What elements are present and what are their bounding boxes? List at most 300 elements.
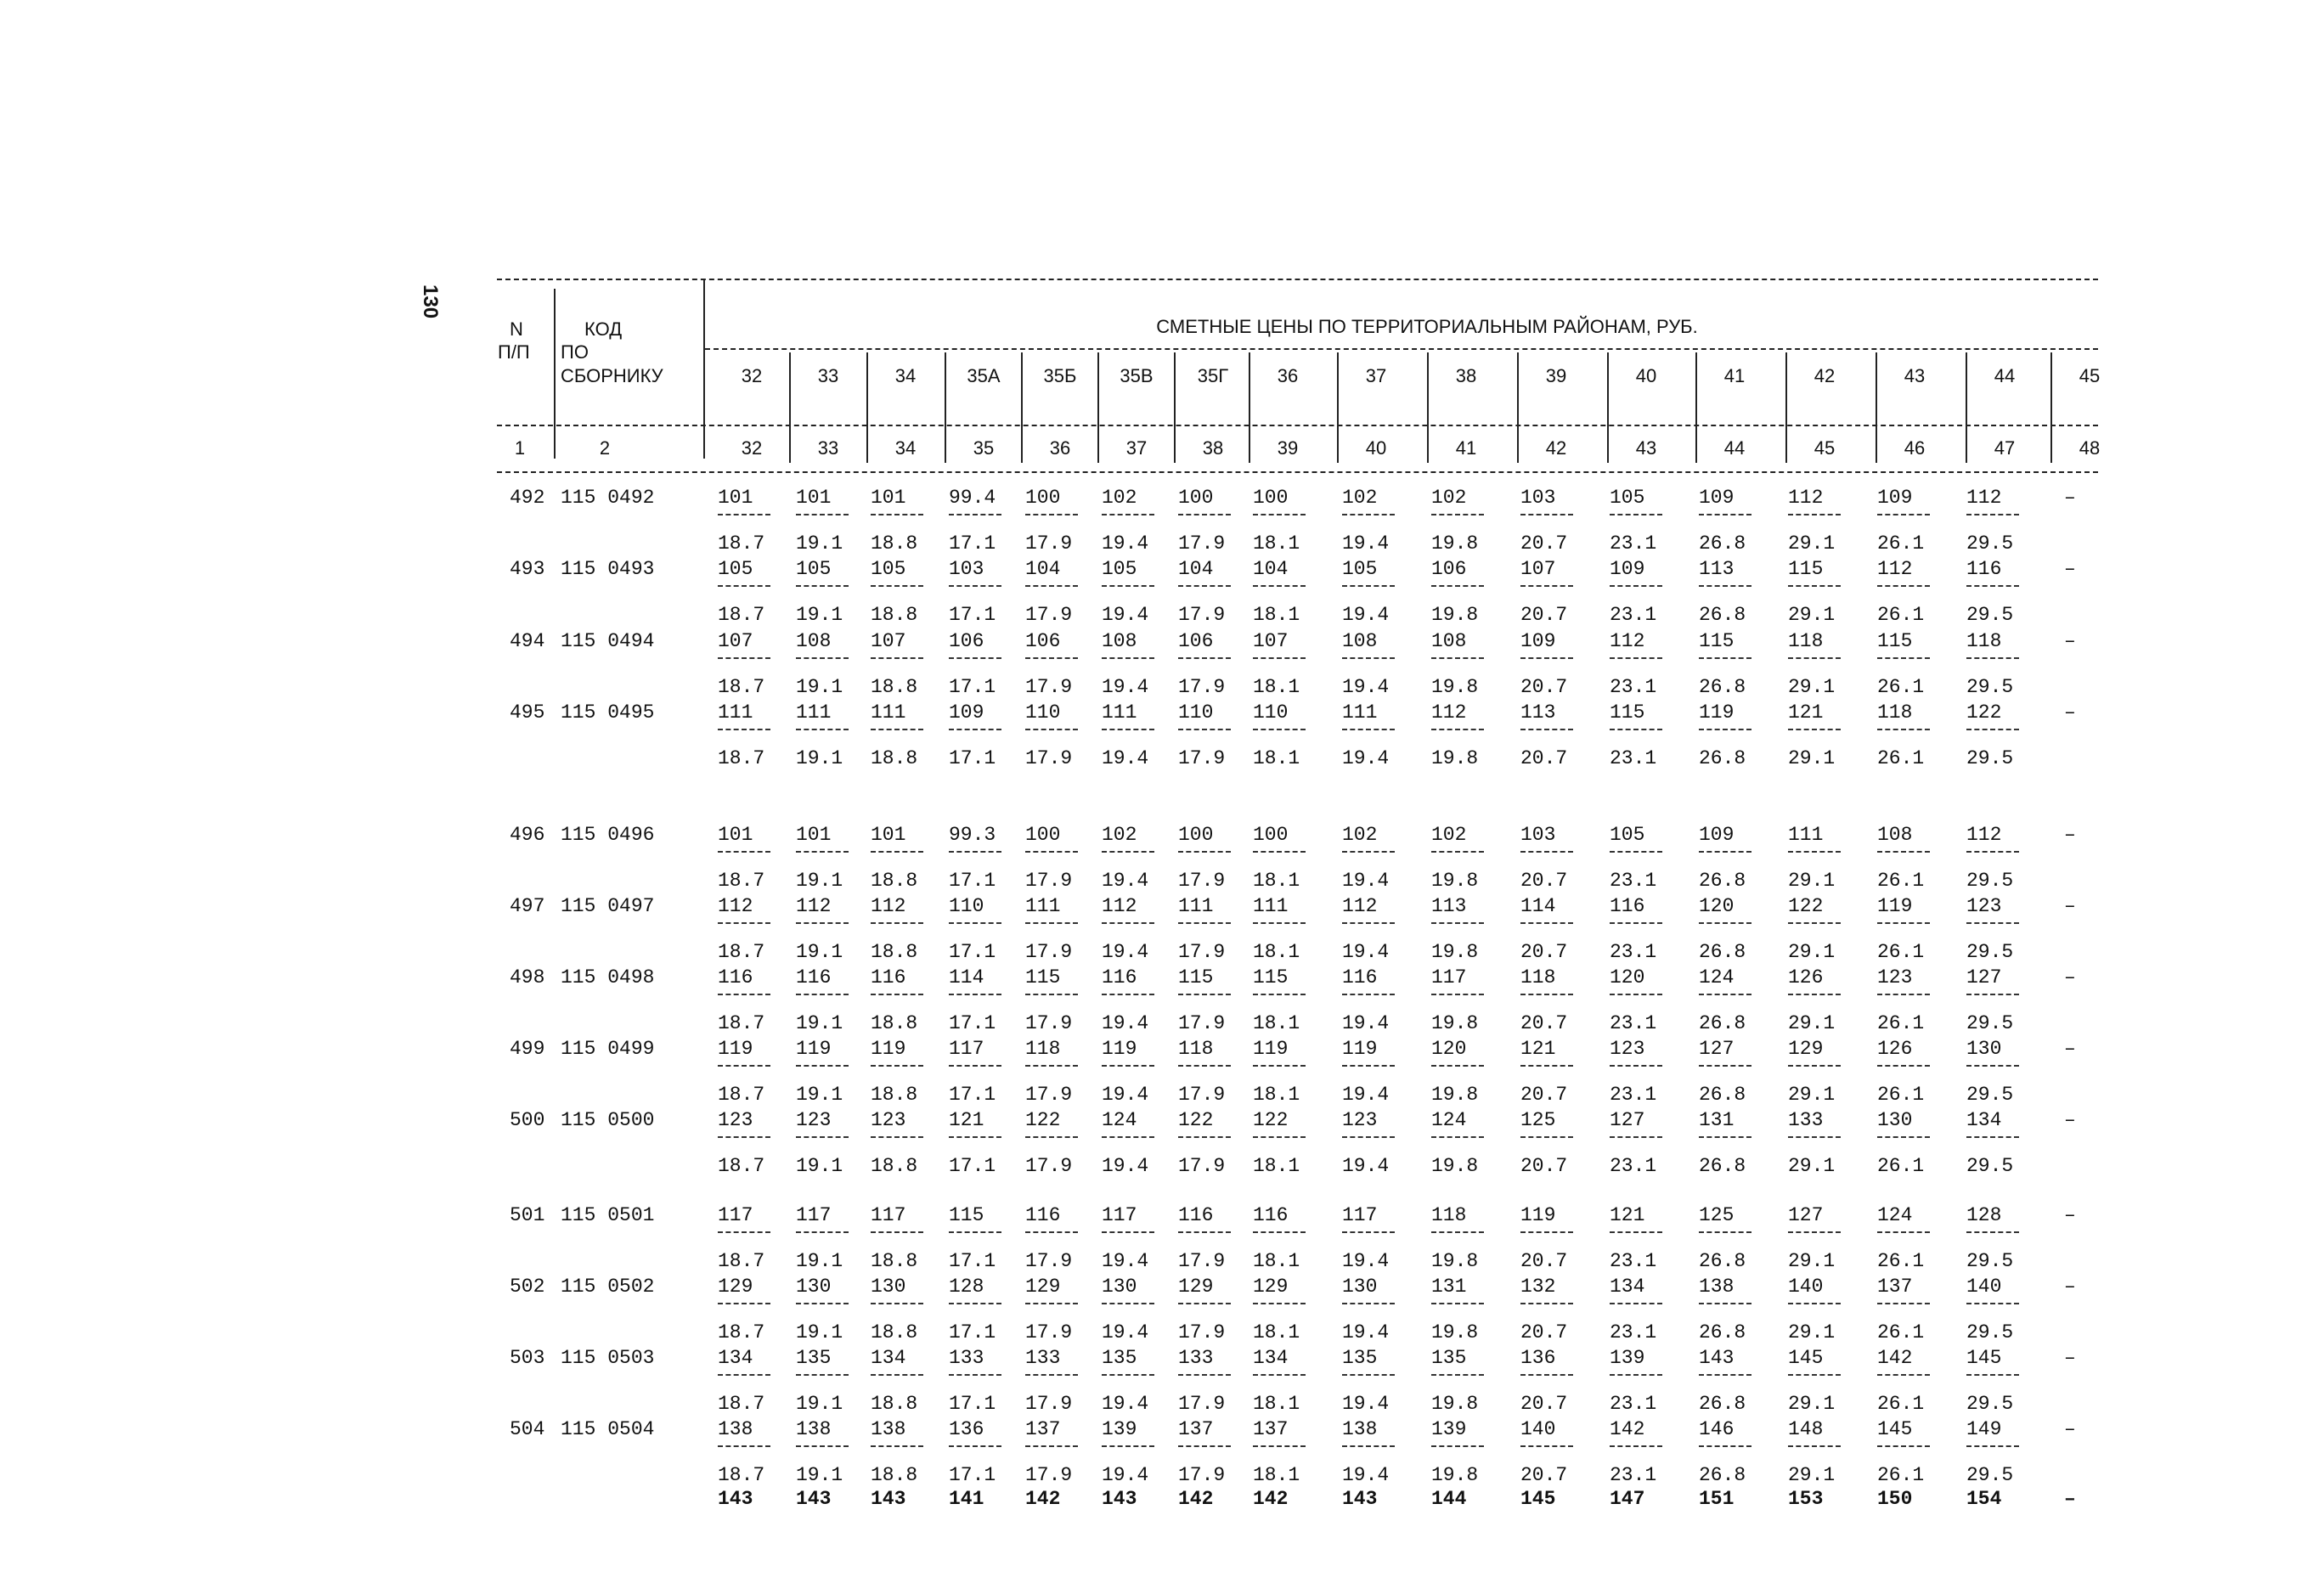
cell-index: 17.1 [949,870,996,892]
cell-value: 102 [1431,824,1467,846]
fraction-bar [871,657,923,659]
fraction-bar [796,922,849,924]
cell-value: 100 [1253,487,1289,509]
region-header: 34 [894,365,917,386]
cell-index: 17.9 [1025,532,1073,555]
final-row-value: 143 [718,1488,753,1510]
cell-index: 18.1 [1253,1084,1300,1106]
cell-index: 20.7 [1520,532,1568,555]
fraction-bar [1025,1065,1078,1067]
cell-index: 19.8 [1431,1250,1479,1272]
fraction-bar [718,585,770,587]
row-number: 500 [510,1109,545,1131]
fraction-bar [1966,851,2019,853]
cell-index: 17.9 [1178,1250,1226,1272]
cell-value: 101 [796,487,832,509]
fraction-bar [1699,1303,1751,1304]
fraction-bar [1025,1303,1078,1304]
cell-value: 100 [1178,824,1214,846]
fraction-bar [1178,1374,1231,1376]
cell-index: 29.5 [1966,1084,2014,1106]
cell-value: 133 [1178,1347,1214,1369]
cell-value: 120 [1699,895,1735,917]
fraction-bar [718,922,770,924]
fraction-bar [1431,585,1484,587]
fraction-bar [1025,657,1078,659]
fraction-bar [1610,657,1662,659]
fraction-bar [1520,1065,1573,1067]
fraction-bar [1178,657,1231,659]
cell-index: 19.1 [796,676,843,698]
region-divider [1249,352,1250,463]
fraction-bar [796,1445,849,1447]
cell-value: 111 [1025,895,1061,917]
cell-value: 118 [1178,1038,1214,1060]
fraction-bar [1253,1303,1306,1304]
cell-value: 130 [796,1276,832,1298]
fraction-bar [949,922,1001,924]
cell-value: 134 [1610,1276,1645,1298]
fraction-bar [949,657,1001,659]
region-divider [2050,352,2052,463]
fraction-bar [1431,729,1484,730]
cell-value: 110 [1253,701,1289,724]
fraction-bar [1102,514,1154,515]
column-number: 36 [1049,437,1071,459]
fraction-bar [1342,1231,1395,1233]
cell-index: 26.1 [1877,1250,1925,1272]
column-number: 38 [1202,437,1224,459]
cell-index: 18.1 [1253,532,1300,555]
cell-value: 129 [1788,1038,1824,1060]
fraction-bar [871,994,923,995]
cell-index: 20.7 [1520,1321,1568,1343]
fraction-bar [1788,851,1841,853]
cell-value: 122 [1788,895,1824,917]
cell-value: 122 [1966,701,2002,724]
header-np-line1: N [510,318,523,340]
cell-value: 102 [1342,487,1378,509]
cell-value: 112 [1102,895,1137,917]
cell-value: 102 [1342,824,1378,846]
cell-index: 29.5 [1966,1012,2014,1034]
cell-value: 122 [1025,1109,1061,1131]
fraction-bar [718,1303,770,1304]
column-number: 44 [1723,437,1746,459]
fraction-bar [1788,1231,1841,1233]
fraction-bar [1877,1136,1930,1138]
cell-value: 109 [1699,824,1735,846]
row-code: 115 0499 [561,1038,655,1060]
cell-index: 17.9 [1178,1393,1226,1415]
cell-value: 110 [949,895,984,917]
region-header: 33 [817,365,839,386]
cell-value: 117 [871,1204,906,1226]
cell-value: 148 [1788,1418,1824,1440]
cell-index: 19.4 [1102,604,1149,626]
cell-value: 115 [1025,966,1061,989]
cell-value: 114 [949,966,984,989]
cell-index: 19.8 [1431,532,1479,555]
cell-index: 17.1 [949,532,996,555]
row-number: 498 [510,966,545,989]
cell-value: 117 [718,1204,753,1226]
row-number: 504 [510,1418,545,1440]
cell-value: 127 [1699,1038,1735,1060]
fraction-bar [1966,1231,2019,1233]
column-number: 32 [741,437,763,459]
fraction-bar [1699,1136,1751,1138]
row-code: 115 0492 [561,487,655,509]
fraction-bar [1788,729,1841,730]
cell-value: 128 [1966,1204,2002,1226]
fraction-bar [1253,922,1306,924]
cell-index: 19.4 [1342,747,1390,769]
cell-index: 29.5 [1966,1464,2014,1486]
column-number: 1 [514,437,526,459]
fraction-bar [1025,994,1078,995]
cell-index: 18.1 [1253,604,1300,626]
region-header: 35А [967,365,1001,386]
cell-value: 108 [1877,824,1913,846]
fraction-bar [1788,1136,1841,1138]
fraction-bar [1788,657,1841,659]
fraction-bar [949,1303,1001,1304]
cell-index: 26.1 [1877,1321,1925,1343]
cell-value: 110 [1178,701,1214,724]
row-end-mark: – [2064,701,2076,724]
cell-index: 18.7 [718,1250,765,1272]
cell-value: 106 [1431,558,1467,580]
region-divider [1876,352,1877,463]
cell-index: 26.8 [1699,1012,1746,1034]
region-header: 37 [1365,365,1387,386]
fraction-bar [871,1445,923,1447]
cell-value: 123 [1966,895,2002,917]
cell-index: 29.1 [1788,532,1836,555]
cell-index: 26.1 [1877,870,1925,892]
cell-value: 105 [718,558,753,580]
cell-value: 116 [1966,558,2002,580]
column-number: 39 [1277,437,1299,459]
fraction-bar [1025,1445,1078,1447]
cell-index: 17.9 [1025,1084,1073,1106]
fraction-bar [1610,1374,1662,1376]
row-code: 115 0498 [561,966,655,989]
cell-value: 130 [1966,1038,2002,1060]
column-number: 35 [973,437,995,459]
cell-index: 23.1 [1610,747,1657,769]
cell-value: 105 [1610,487,1645,509]
cell-index: 17.9 [1178,1012,1226,1034]
fraction-bar [949,1065,1001,1067]
fraction-bar [1342,1065,1395,1067]
cell-value: 142 [1610,1418,1645,1440]
region-divider [1966,352,1967,463]
fraction-bar [1431,1374,1484,1376]
region-header: 35В [1120,365,1154,386]
row-end-mark: – [2064,895,2076,917]
cell-value: 124 [1431,1109,1467,1131]
fraction-bar [1431,1136,1484,1138]
fraction-bar [1431,657,1484,659]
cell-value: 102 [1102,824,1137,846]
fraction-bar [949,729,1001,730]
row-end-mark: – [2064,966,2076,989]
fraction-bar [1025,922,1078,924]
cell-index: 17.9 [1178,1155,1226,1177]
fraction-bar [1610,851,1662,853]
cell-index: 17.1 [949,1250,996,1272]
row-end-mark: – [2064,1276,2076,1298]
cell-value: 105 [1610,824,1645,846]
row-code: 115 0501 [561,1204,655,1226]
fraction-bar [949,994,1001,995]
column-number: 2 [599,437,611,459]
cell-index: 18.8 [871,1464,918,1486]
cell-value: 117 [796,1204,832,1226]
fraction-bar [871,922,923,924]
cell-index: 17.9 [1178,1084,1226,1106]
cell-value: 143 [1699,1347,1735,1369]
cell-index: 29.5 [1966,1155,2014,1177]
cell-index: 19.8 [1431,676,1479,698]
fraction-bar [1102,1445,1154,1447]
fraction-bar [1102,1374,1154,1376]
col-divider-np [554,289,556,459]
fraction-bar [1966,585,2019,587]
fraction-bar [1699,1231,1751,1233]
cell-value: 112 [871,895,906,917]
cell-index: 29.5 [1966,1250,2014,1272]
cell-value: 119 [1877,895,1913,917]
cell-index: 19.1 [796,532,843,555]
cell-value: 107 [1520,558,1556,580]
cell-value: 112 [1342,895,1378,917]
cell-value: 130 [871,1276,906,1298]
cell-index: 19.1 [796,1321,843,1343]
cell-value: 119 [871,1038,906,1060]
cell-value: 125 [1520,1109,1556,1131]
row-end-mark: – [2064,824,2076,846]
row-code: 115 0494 [561,630,655,652]
fraction-bar [1877,729,1930,730]
cell-index: 26.8 [1699,676,1746,698]
fraction-bar [1699,514,1751,515]
cell-index: 23.1 [1610,1084,1657,1106]
fraction-bar [1788,922,1841,924]
fraction-bar [1253,994,1306,995]
fraction-bar [1610,1303,1662,1304]
cell-value: 130 [1342,1276,1378,1298]
cell-value: 121 [1610,1204,1645,1226]
cell-index: 23.1 [1610,1012,1657,1034]
col-divider-code [703,280,705,459]
cell-index: 19.1 [796,1012,843,1034]
cell-value: 128 [949,1276,984,1298]
cell-value: 111 [1342,701,1378,724]
fraction-bar [1699,585,1751,587]
cell-value: 136 [949,1418,984,1440]
cell-value: 103 [1520,487,1556,509]
cell-index: 19.4 [1342,676,1390,698]
cell-index: 18.1 [1253,676,1300,698]
cell-index: 26.8 [1699,1250,1746,1272]
cell-value: 145 [1788,1347,1824,1369]
cell-value: 115 [1178,966,1214,989]
row-number: 502 [510,1276,545,1298]
cell-value: 129 [1253,1276,1289,1298]
cell-value: 116 [1178,1204,1214,1226]
fraction-bar [871,729,923,730]
cell-value: 99.3 [949,824,996,846]
fraction-bar [1877,994,1930,995]
cell-index: 26.1 [1877,1084,1925,1106]
fraction-bar [1610,1065,1662,1067]
cell-value: 138 [1699,1276,1735,1298]
fraction-bar [1877,922,1930,924]
cell-index: 18.7 [718,676,765,698]
cell-value: 115 [1253,966,1289,989]
cell-value: 116 [796,966,832,989]
cell-value: 118 [1520,966,1556,989]
fraction-bar [1253,729,1306,730]
cell-value: 129 [1178,1276,1214,1298]
cell-index: 23.1 [1610,1464,1657,1486]
cell-value: 138 [1342,1418,1378,1440]
cell-index: 19.4 [1102,1393,1149,1415]
cell-value: 133 [1788,1109,1824,1131]
cell-index: 17.1 [949,1155,996,1177]
cell-value: 123 [871,1109,906,1131]
fraction-bar [871,1231,923,1233]
fraction-bar [1520,994,1573,995]
cell-index: 19.4 [1342,870,1390,892]
cell-value: 107 [1253,630,1289,652]
cell-value: 124 [1102,1109,1137,1131]
fraction-bar [1431,514,1484,515]
header-top-rule [497,279,2098,280]
cell-index: 17.9 [1178,676,1226,698]
header-bottom-rule [497,471,2098,473]
fraction-bar [718,1136,770,1138]
cell-index: 18.8 [871,747,918,769]
cell-index: 29.1 [1788,1155,1836,1177]
region-divider [945,352,946,463]
cell-value: 112 [796,895,832,917]
cell-index: 19.4 [1342,604,1390,626]
cell-value: 123 [718,1109,753,1131]
cell-value: 138 [871,1418,906,1440]
final-row-end-mark: – [2064,1488,2076,1510]
cell-value: 107 [871,630,906,652]
cell-value: 121 [1788,701,1824,724]
fraction-bar [1253,1136,1306,1138]
final-row-value: 143 [1342,1488,1378,1510]
cell-value: 124 [1877,1204,1913,1226]
cell-value: 115 [949,1204,984,1226]
cell-value: 119 [1699,701,1735,724]
cell-index: 29.5 [1966,1321,2014,1343]
row-code: 115 0493 [561,558,655,580]
header-title: СМЕТНЫЕ ЦЕНЫ ПО ТЕРРИТОРИАЛЬНЫМ РАЙОНАМ, РУБ. [1156,316,1698,337]
fraction-bar [1102,851,1154,853]
cell-index: 23.1 [1610,1321,1657,1343]
cell-index: 19.1 [796,1084,843,1106]
cell-index: 19.1 [796,1155,843,1177]
cell-value: 139 [1431,1418,1467,1440]
region-divider [866,352,868,463]
cell-index: 18.8 [871,1084,918,1106]
fraction-bar [796,1231,849,1233]
row-code: 115 0496 [561,824,655,846]
cell-value: 117 [1431,966,1467,989]
cell-index: 18.1 [1253,1012,1300,1034]
cell-index: 18.1 [1253,1155,1300,1177]
fraction-bar [718,1065,770,1067]
column-number: 42 [1545,437,1567,459]
cell-value: 133 [1025,1347,1061,1369]
fraction-bar [1178,851,1231,853]
cell-value: 134 [718,1347,753,1369]
cell-index: 29.1 [1788,747,1836,769]
cell-index: 18.8 [871,870,918,892]
fraction-bar [1520,1231,1573,1233]
final-row-value: 143 [871,1488,906,1510]
cell-index: 18.1 [1253,1393,1300,1415]
cell-index: 29.5 [1966,1393,2014,1415]
fraction-bar [1610,514,1662,515]
cell-value: 118 [1966,630,2002,652]
fraction-bar [1342,1136,1395,1138]
cell-value: 140 [1788,1276,1824,1298]
fraction-bar [796,851,849,853]
region-divider [789,352,791,463]
cell-value: 122 [1253,1109,1289,1131]
cell-index: 20.7 [1520,1250,1568,1272]
cell-value: 106 [1178,630,1214,652]
fraction-bar [1342,1445,1395,1447]
cell-index: 23.1 [1610,532,1657,555]
cell-value: 116 [1610,895,1645,917]
cell-value: 112 [1966,487,2002,509]
cell-value: 137 [1253,1418,1289,1440]
cell-value: 145 [1877,1418,1913,1440]
cell-index: 20.7 [1520,941,1568,963]
fraction-bar [1610,922,1662,924]
fraction-bar [949,1231,1001,1233]
cell-index: 19.4 [1102,747,1149,769]
fraction-bar [949,1136,1001,1138]
row-end-mark: – [2064,1204,2076,1226]
fraction-bar [1877,585,1930,587]
fraction-bar [871,514,923,515]
cell-value: 108 [1431,630,1467,652]
cell-value: 116 [1025,1204,1061,1226]
cell-index: 17.9 [1025,1012,1073,1034]
cell-value: 139 [1610,1347,1645,1369]
cell-value: 127 [1788,1204,1824,1226]
cell-index: 17.1 [949,1084,996,1106]
cell-value: 109 [1699,487,1735,509]
cell-value: 107 [718,630,753,652]
fraction-bar [1253,851,1306,853]
cell-value: 109 [1610,558,1645,580]
cell-index: 19.4 [1342,941,1390,963]
cell-value: 120 [1610,966,1645,989]
cell-index: 26.1 [1877,532,1925,555]
cell-value: 124 [1699,966,1735,989]
